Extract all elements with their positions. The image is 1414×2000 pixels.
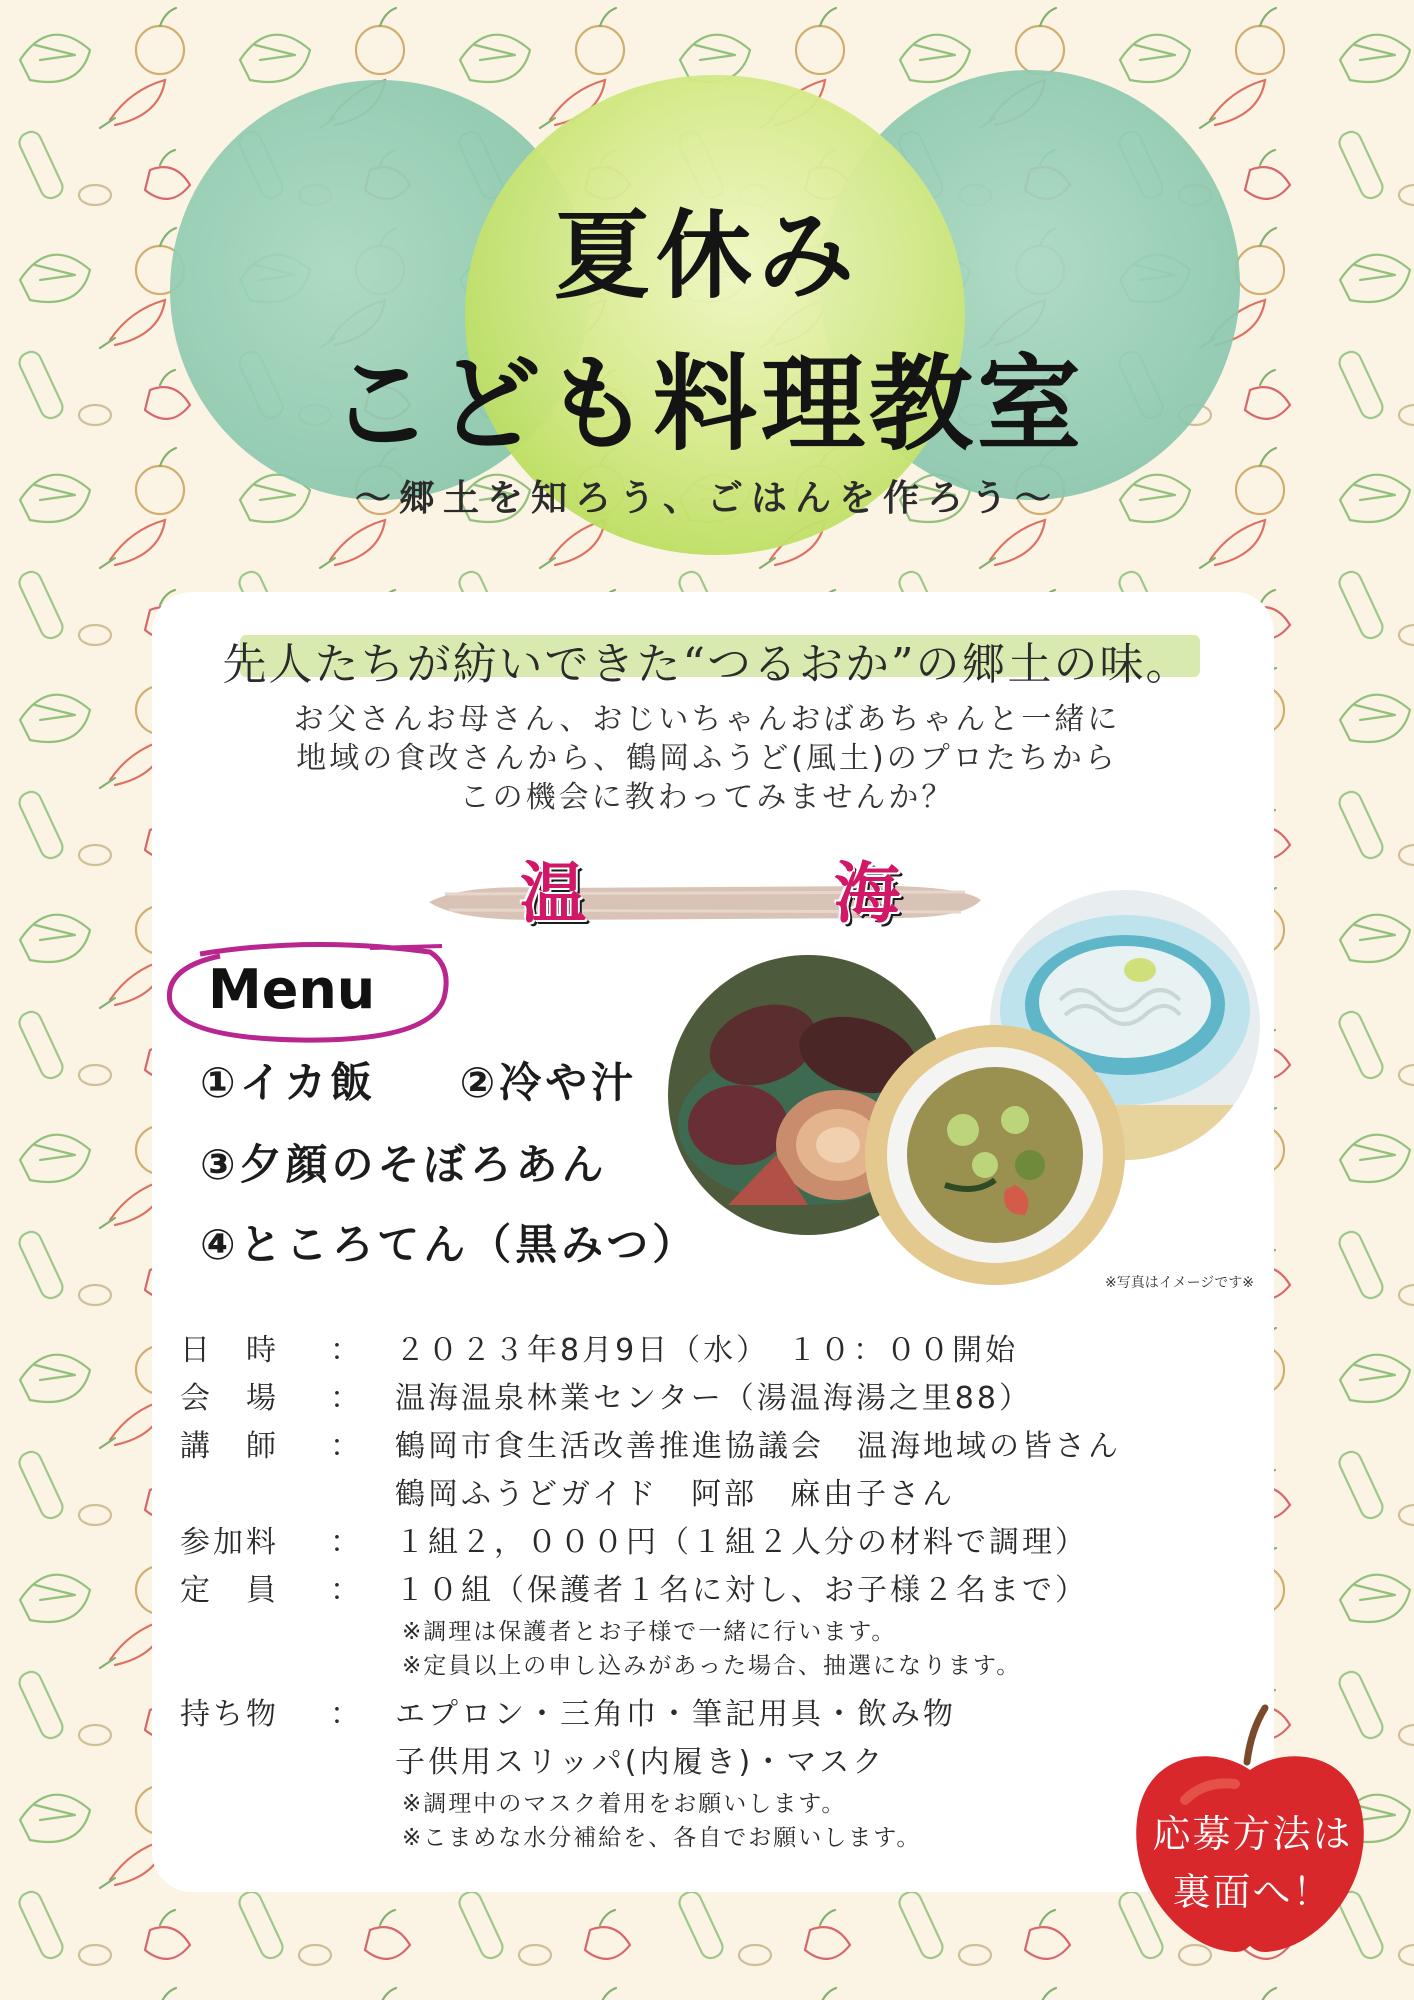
detail-value: 子供用スリッパ(内履き)・マスク (395, 1745, 886, 1780)
subtitle: ～郷土を知ろう、ごはんを作ろう～ (354, 478, 1059, 519)
apply-line: 裏面へ！ (1172, 1870, 1333, 1914)
detail-colon: ： (330, 1333, 363, 1368)
detail-colon: ： (330, 1525, 363, 1560)
detail-note-text: ※こまめな水分補給を、各自でお願いします。 (402, 1825, 922, 1851)
detail-colon: ： (330, 1381, 363, 1416)
intro-text (0, 700, 1414, 817)
intro-line: お父さんお母さん、おじいちゃんおばあちゃんと一緒に (293, 702, 1121, 737)
menu-item: ①イカ飯 (200, 1058, 377, 1107)
menu-item: ③夕顔のそぼろあん (200, 1140, 608, 1189)
menu-item: ④ところてん（黒みつ） (200, 1220, 699, 1269)
apply-line: 応募方法は (1152, 1812, 1353, 1856)
detail-row-fee (180, 1517, 1240, 1565)
detail-note-text: ※定員以上の申し込みがあった場合、抽選になります。 (402, 1653, 1022, 1679)
location-title (520, 840, 900, 935)
detail-note (180, 1819, 1240, 1853)
lead-text: 先人たちが紡いできた“つるおか”の郷土の味。 (222, 639, 1192, 690)
location-char: 海 (834, 855, 900, 932)
detail-row-instructor-2 (180, 1469, 1240, 1517)
intro-line: この機会に教わってみませんか？ (459, 780, 955, 815)
detail-note (180, 1647, 1240, 1681)
menu-label: Menu (208, 958, 376, 1021)
detail-row-venue (180, 1373, 1240, 1421)
detail-row-instructor (180, 1421, 1240, 1469)
detail-value: エプロン・三角巾・筆記用具・飲み物 (395, 1697, 956, 1732)
photo-note: ※写真はイメージです※ (1105, 1275, 1255, 1291)
detail-label: 定 員 (180, 1573, 279, 1608)
detail-value: 温海温泉林業センター（湯温海湯之里88） (395, 1381, 1032, 1416)
detail-row-date (180, 1325, 1240, 1373)
location-char: 温 (520, 855, 586, 932)
detail-colon: ： (330, 1697, 363, 1732)
detail-label: 会 場 (180, 1381, 279, 1416)
detail-value: 鶴岡市食生活改善推進協議会 温海地域の皆さん (395, 1429, 1121, 1464)
apply-notice (1135, 1805, 1370, 1921)
detail-note-text: ※調理中のマスク着用をお願いします。 (402, 1791, 847, 1817)
detail-value: １０組（保護者１名に対し、お子様２名まで） (395, 1573, 1088, 1608)
detail-value: 鶴岡ふうどガイド 阿部 麻由子さん (395, 1477, 956, 1512)
hiyajiru-photo (865, 1025, 1125, 1285)
detail-row-capacity (180, 1565, 1240, 1613)
menu-row-1 (200, 1050, 637, 1110)
title-line-1: 夏休み (554, 200, 860, 312)
title-line-2: こども料理教室 (328, 343, 1085, 465)
detail-label: 参加料 (180, 1525, 279, 1560)
intro-line: 地域の食改さんから、鶴岡ふうど(風土)のプロたちから (296, 741, 1118, 776)
detail-colon: ： (330, 1573, 363, 1608)
detail-row-bring-2 (180, 1737, 1240, 1785)
detail-label: 持ち物 (180, 1697, 279, 1732)
detail-value: ２０２３年8月9日（水） １０：００開始 (395, 1333, 1019, 1368)
detail-note-text: ※調理は保護者とお子様で一緒に行います。 (402, 1619, 897, 1645)
event-details (180, 1325, 1240, 1853)
detail-colon: ： (330, 1429, 363, 1464)
detail-note (180, 1785, 1240, 1819)
detail-row-bring (180, 1689, 1240, 1737)
detail-note (180, 1613, 1240, 1647)
menu-item: ②冷や汁 (459, 1058, 638, 1107)
detail-label: 講 師 (180, 1429, 279, 1464)
detail-label: 日 時 (180, 1333, 279, 1368)
detail-value: １組２，０００円（１組２人分の材料で調理） (395, 1525, 1088, 1560)
